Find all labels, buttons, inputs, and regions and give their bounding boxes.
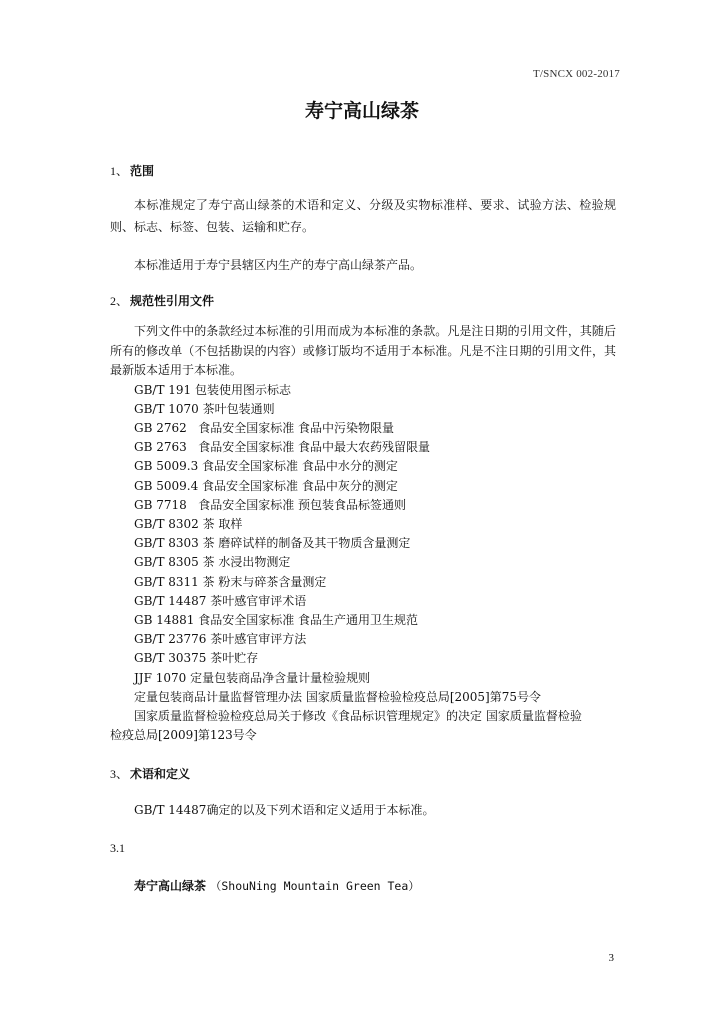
standard-code: T/SNCX 002-2017: [532, 68, 620, 80]
reference-item: GB 2762 食品安全国家标准 食品中污染物限量: [134, 420, 395, 435]
reference-item: GB 5009.3 食品安全国家标准 食品中水分的测定: [134, 459, 398, 474]
terms-intro: GB/T 14487确定的以及下列术语和定义适用于本标准。: [134, 803, 435, 818]
reference-item: GB/T 8311 茶 粉末与碎茶含量测定: [134, 574, 327, 589]
reference-item: 国家质量监督检验检疫总局关于修改《食品标识管理规定》的决定 国家质量监督检验: [134, 708, 582, 723]
section-heading-scope: [110, 160, 616, 182]
reference-item: GB/T 8303 茶 磨碎试样的制备及其干物质含量测定: [134, 536, 411, 551]
reference-item: GB/T 1070 茶叶包装通则: [134, 401, 275, 416]
section-title: 范围: [130, 164, 155, 178]
document-body: [110, 160, 616, 897]
reference-item: GB/T 30375 茶叶贮存: [134, 651, 259, 666]
reference-item: GB 2763 食品安全国家标准 食品中最大农药残留限量: [134, 440, 431, 455]
scope-paragraph-2: 本标准适用于寿宁县辖区内生产的寿宁高山绿茶产品。: [134, 258, 423, 272]
term-chinese: 寿宁高山绿茶: [134, 879, 207, 894]
section-title: 规范性引用文件: [130, 294, 215, 308]
section-heading-normative: [110, 290, 616, 312]
term-entry: [110, 875, 616, 897]
scope-paragraph-1: 本标准规定了寿宁高山绿茶的术语和定义、分级及实物标准样、要求、试验方法、检验规则、标志、标签、包装、运输和贮存。: [110, 198, 616, 234]
section-number: 1、: [110, 164, 129, 178]
normative-intro: 下列文件中的条款经过本标准的引用而成为本标准的条款。凡是注日期的引用文件，其随后所有的修改单（不包括勘误的内容）或修订版均不适用于本标准。凡是不注日期的引用文件，其最新版本适用于本标准。: [110, 324, 616, 377]
reference-item: GB/T 23776 茶叶感官审评方法: [134, 632, 307, 647]
reference-item: GB/T 8302 茶 取样: [134, 516, 243, 531]
section-title: 术语和定义: [130, 767, 191, 782]
document-title: 寿宁高山绿茶: [304, 100, 419, 122]
reference-item: GB/T 191 包装使用图示标志: [134, 382, 291, 397]
reference-item: GB/T 14487 茶叶感官审评术语: [134, 593, 307, 608]
reference-item: GB/T 8305 茶 水浸出物测定: [134, 555, 291, 570]
reference-item: JJF 1070 定量包装商品净含量计量检验规则: [134, 670, 371, 685]
reference-item: GB 14881 食品安全国家标准 食品生产通用卫生规范: [134, 612, 419, 627]
reference-item: 定量包装商品计量监督管理办法 国家质量监督检验检疫总局[2005]第75号令: [134, 689, 541, 704]
reference-item: GB 7718 食品安全国家标准 预包装食品标签通则: [134, 497, 407, 512]
reference-list: [110, 381, 616, 746]
section-heading-terms: [110, 763, 616, 785]
clause-number: 3.1: [110, 841, 125, 856]
reference-item-continued: 检疫总局[2009]第123号令: [110, 728, 257, 743]
section-number: 2、: [110, 294, 129, 308]
reference-item: GB 5009.4 食品安全国家标准 食品中灰分的测定: [134, 478, 398, 493]
section-number: 3、: [110, 767, 129, 782]
page-number: 3: [608, 952, 614, 964]
term-english: （ShouNing Mountain Green Tea）: [209, 879, 420, 894]
